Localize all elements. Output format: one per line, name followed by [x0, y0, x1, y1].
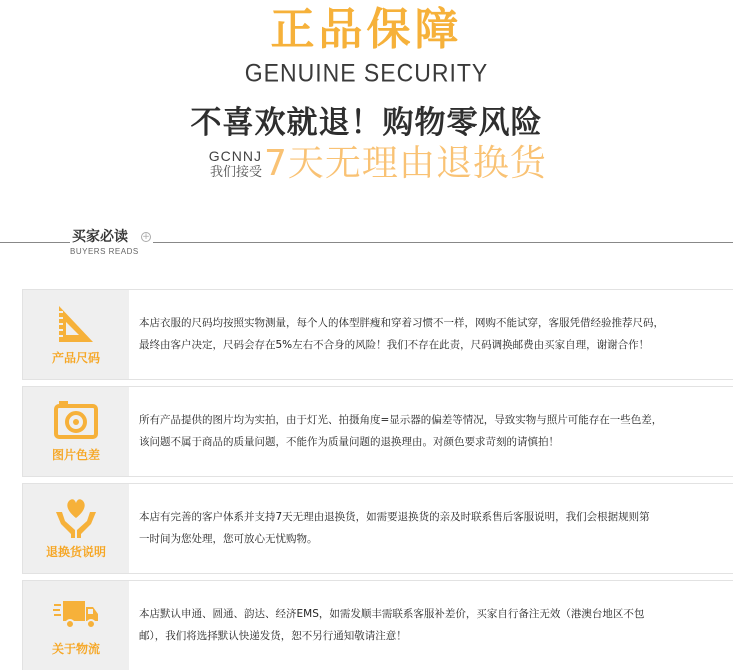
camera-icon [53, 397, 99, 443]
card-text-line: 一时间为您处理，您可放心无忧购物。 [139, 533, 318, 545]
card-icon-box [23, 484, 129, 573]
card-icon-box [23, 387, 129, 476]
card-text-line: 所有产品提供的图片均为实拍，由于灯光、拍摄角度=显示器的偏差等情况，导致实物与照片可能存在一些色差， [139, 414, 663, 426]
card-label: 关于物流 [51, 642, 100, 656]
card-icon-box [23, 581, 129, 670]
card-text-line: 本店衣服的尺码均按照实物测量，每个人的体型胖瘦和穿着习惯不一样，网购不能试穿，客服凭借经验推荐尺码， [139, 317, 664, 329]
brand-block [192, 148, 262, 182]
info-card-returns [22, 483, 733, 574]
heart-hands-icon [53, 494, 99, 540]
card-icon-box [23, 290, 129, 379]
plus-circle-icon: + [142, 232, 150, 242]
card-text-line: 本店有完善的客户体系并支持7天无理由退换货，如需要退换货的亲及时联系售后客服说明，我们会根据规则第 [139, 511, 650, 523]
card-text-line: 最终由客户决定，尺码会存在5%左右不合身的风险！我们不存在此责，尺码调换邮费由买家自理，谢谢合作！ [139, 339, 650, 351]
slogan: 不喜欢就退！购物零风险 [190, 105, 543, 141]
card-text-line: 本店默认申通、圆通、韵达、经济EMS，如需发顺丰需联系客服补差价，买家自行备注无效（港澳台地区不包 [139, 608, 645, 620]
brand-name: GCNNJ [208, 148, 262, 164]
info-card-logistics [22, 580, 733, 670]
card-label: 产品尺码 [51, 351, 100, 365]
buyers-reads-title: 买家必读 [72, 229, 128, 245]
delivery-truck-icon [53, 591, 99, 637]
card-label: 退换货说明 [45, 545, 106, 559]
card-text-line: 邮），我们将选择默认快递发货，恕不另行通知敬请注意！ [139, 630, 407, 642]
return-policy-text: 7天无理由退换货 [264, 143, 547, 184]
divider-right [153, 242, 733, 243]
ruler-triangle-icon [53, 300, 99, 346]
card-label: 图片色差 [51, 448, 100, 462]
info-card-color [22, 386, 733, 477]
card-text [139, 312, 733, 356]
info-card-size [22, 289, 733, 380]
hero-title: 正品保障 [270, 4, 463, 55]
card-text [139, 506, 733, 550]
buyers-reads-subtitle: BUYERS READS [70, 247, 139, 256]
card-text-line: 该问题不属于商品的质量问题，不能作为质量问题的退换理由。对颜色要求苛刻的请慎拍！ [139, 436, 559, 448]
brand-accept-text: 我们接受 [209, 165, 262, 180]
divider-left [0, 242, 70, 243]
hero-subtitle: GENUINE SECURITY [244, 58, 489, 88]
card-text [139, 603, 733, 647]
card-text [139, 409, 733, 453]
